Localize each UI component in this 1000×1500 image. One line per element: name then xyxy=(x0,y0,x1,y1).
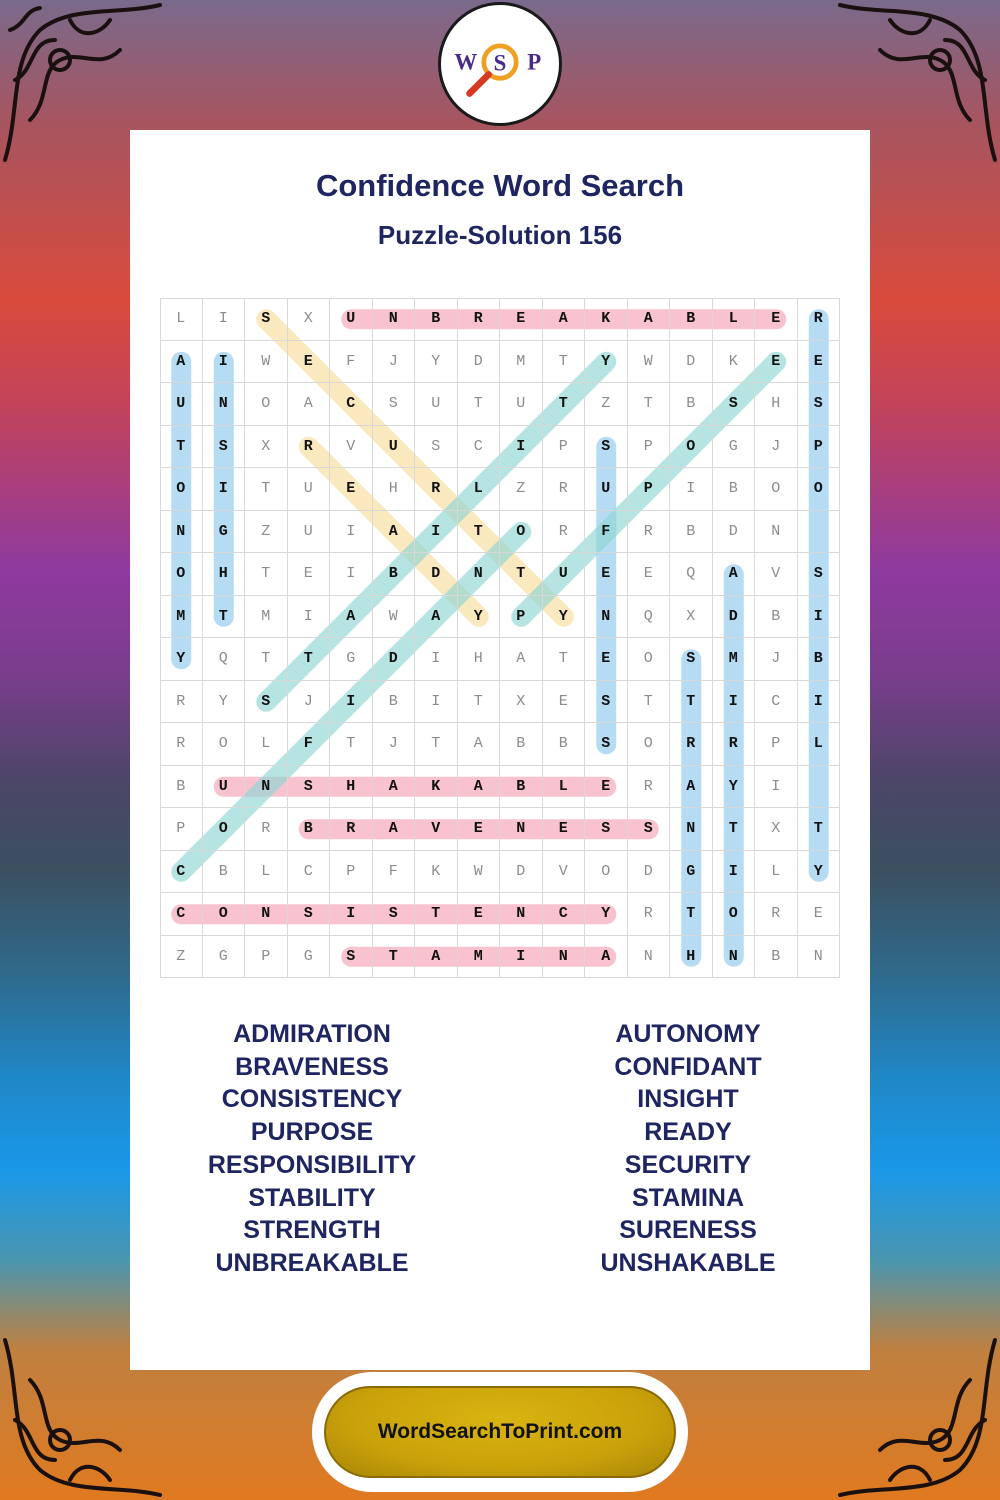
grid-cell: P xyxy=(500,596,543,639)
grid-cell: B xyxy=(543,723,586,766)
grid-cell: Y xyxy=(160,638,203,681)
grid-cell: T xyxy=(628,681,671,724)
grid-cell: P xyxy=(628,426,671,469)
grid-cell: N xyxy=(798,936,841,979)
grid-cell: V xyxy=(415,808,458,851)
grid-cell: N xyxy=(245,893,288,936)
grid-cell: U xyxy=(330,298,373,341)
word-list-left xyxy=(162,1018,462,1280)
grid-cell: E xyxy=(330,468,373,511)
grid-cell: I xyxy=(670,468,713,511)
grid-cell: N xyxy=(713,936,756,979)
grid-cell: E xyxy=(755,298,798,341)
word-list-item: AUTONOMY xyxy=(615,1020,761,1048)
grid-cell: U xyxy=(160,383,203,426)
grid-cell: C xyxy=(160,851,203,894)
grid-cell: A xyxy=(415,596,458,639)
grid-cell: D xyxy=(713,511,756,554)
grid-cell: P xyxy=(755,723,798,766)
grid-cell: R xyxy=(543,468,586,511)
grid-cell: I xyxy=(330,681,373,724)
grid-cell: B xyxy=(713,468,756,511)
grid-cell: B xyxy=(798,638,841,681)
grid-cell: O xyxy=(798,468,841,511)
grid-cell: G xyxy=(713,426,756,469)
grid-cell: D xyxy=(500,851,543,894)
grid-cell: U xyxy=(585,468,628,511)
grid-cell: I xyxy=(203,468,246,511)
grid-cell: N xyxy=(458,553,501,596)
grid-cell: E xyxy=(543,681,586,724)
grid-cell: L xyxy=(245,851,288,894)
grid-cell: S xyxy=(330,936,373,979)
grid-cell: O xyxy=(160,468,203,511)
grid-cell: A xyxy=(543,298,586,341)
grid-cell: A xyxy=(670,766,713,809)
grid-cell: T xyxy=(373,936,416,979)
grid-cell: T xyxy=(203,596,246,639)
grid-cell: T xyxy=(670,681,713,724)
grid-cell: Q xyxy=(203,638,246,681)
grid-cell: C xyxy=(160,893,203,936)
grid-cell: B xyxy=(415,298,458,341)
grid-cell: S xyxy=(585,723,628,766)
grid-cell: Y xyxy=(458,596,501,639)
grid-cell: Q xyxy=(628,596,671,639)
grid-cell: F xyxy=(373,851,416,894)
grid-cell: I xyxy=(798,681,841,724)
grid-cell: T xyxy=(245,553,288,596)
grid-cell: M xyxy=(458,936,501,979)
word-list-item: PURPOSE xyxy=(250,1118,374,1147)
grid-cell: F xyxy=(585,511,628,554)
grid-cell: L xyxy=(755,851,798,894)
grid-cell: B xyxy=(203,851,246,894)
grid-cell: N xyxy=(500,808,543,851)
grid-cell: W xyxy=(628,341,671,384)
grid-cell: T xyxy=(458,681,501,724)
grid-cell: I xyxy=(713,851,756,894)
grid-cell: I xyxy=(500,936,543,979)
grid-cell: V xyxy=(755,553,798,596)
grid-cell: R xyxy=(458,298,501,341)
grid-cell: S xyxy=(415,426,458,469)
grid-cell: R xyxy=(288,426,331,469)
grid-cell: U xyxy=(288,511,331,554)
grid-cell: N xyxy=(628,936,671,979)
grid-cell: Y xyxy=(585,893,628,936)
grid-cell: R xyxy=(670,723,713,766)
grid-cell: N xyxy=(203,383,246,426)
grid-cell: S xyxy=(373,893,416,936)
grid-cell: S xyxy=(628,808,671,851)
grid-cell: P xyxy=(628,468,671,511)
grid-cell: N xyxy=(755,511,798,554)
grid-cell: X xyxy=(288,298,331,341)
grid-cell: D xyxy=(670,341,713,384)
grid-cell: H xyxy=(330,766,373,809)
grid-cell: A xyxy=(160,341,203,384)
grid-cell: Z xyxy=(585,383,628,426)
grid-cell: X xyxy=(500,681,543,724)
grid-cell: L xyxy=(543,766,586,809)
wsp-logo xyxy=(438,2,562,126)
grid-cell: J xyxy=(755,638,798,681)
grid-cell: L xyxy=(160,298,203,341)
grid-cell: I xyxy=(288,596,331,639)
grid-cell: E xyxy=(500,298,543,341)
grid-cell: Z xyxy=(245,511,288,554)
grid-cell: K xyxy=(713,341,756,384)
grid-cell: M xyxy=(245,596,288,639)
grid-cell: N xyxy=(245,766,288,809)
grid-cell: I xyxy=(415,638,458,681)
grid-cell: N xyxy=(373,298,416,341)
grid-cell: T xyxy=(543,341,586,384)
grid-cell: Q xyxy=(670,553,713,596)
grid-cell: J xyxy=(373,723,416,766)
grid-cell: S xyxy=(203,426,246,469)
grid-cell: K xyxy=(415,851,458,894)
grid-cell: T xyxy=(330,723,373,766)
grid-cell: R xyxy=(330,808,373,851)
grid-cell: M xyxy=(713,638,756,681)
grid-cell: D xyxy=(373,638,416,681)
grid-cell: R xyxy=(245,808,288,851)
grid-cell: I xyxy=(798,596,841,639)
grid-cell: B xyxy=(755,596,798,639)
grid-cell: N xyxy=(670,808,713,851)
grid-cell: B xyxy=(500,723,543,766)
word-list-right xyxy=(538,1018,838,1280)
grid-cell: T xyxy=(628,383,671,426)
grid-cell: A xyxy=(713,553,756,596)
grid-cell: E xyxy=(585,766,628,809)
grid-cell: O xyxy=(670,426,713,469)
grid-cell: R xyxy=(798,298,841,341)
word-list-item: CONSISTENCY xyxy=(221,1085,403,1114)
grid-cell: I xyxy=(203,341,246,384)
site-link-button[interactable] xyxy=(324,1386,676,1478)
grid-cell: T xyxy=(670,893,713,936)
grid-cell: P xyxy=(160,808,203,851)
grid-cell: O xyxy=(500,511,543,554)
grid-cell: B xyxy=(160,766,203,809)
grid-cell: B xyxy=(670,511,713,554)
grid-cell: F xyxy=(288,723,331,766)
grid-cell: R xyxy=(543,511,586,554)
grid-cell: S xyxy=(798,553,841,596)
grid-cell: T xyxy=(245,638,288,681)
word-list-item: STABILITY xyxy=(248,1183,376,1212)
grid-cell: D xyxy=(628,851,671,894)
grid-cell: C xyxy=(543,893,586,936)
grid-cell: J xyxy=(755,426,798,469)
grid-cell: A xyxy=(330,596,373,639)
grid-cell: U xyxy=(373,426,416,469)
grid-cell: S xyxy=(585,808,628,851)
word-list-item: BRAVENESS xyxy=(235,1052,389,1081)
grid-cell: T xyxy=(415,893,458,936)
grid-cell: O xyxy=(203,723,246,766)
grid-cell: I xyxy=(203,298,246,341)
grid-cell: I xyxy=(415,511,458,554)
grid-cell xyxy=(798,511,841,554)
grid-cell: R xyxy=(160,723,203,766)
word-list-item: INSIGHT xyxy=(637,1085,739,1114)
grid-cell: O xyxy=(245,383,288,426)
grid-cell: K xyxy=(415,766,458,809)
grid-cell: Z xyxy=(160,936,203,979)
grid-cell: M xyxy=(500,341,543,384)
grid-cell: X xyxy=(245,426,288,469)
word-list-item: CONFIDANT xyxy=(614,1052,762,1081)
grid-cell: T xyxy=(798,808,841,851)
word-list-item: SECURITY xyxy=(624,1150,752,1179)
grid-cell: I xyxy=(500,426,543,469)
grid-cell: O xyxy=(713,893,756,936)
grid-cell: A xyxy=(288,383,331,426)
grid-cell: A xyxy=(458,723,501,766)
logo-letter-s: S xyxy=(493,50,507,76)
grid-cell: O xyxy=(585,851,628,894)
grid-cell: Y xyxy=(798,851,841,894)
grid-cell: H xyxy=(203,553,246,596)
word-list-item: STAMINA xyxy=(631,1183,745,1212)
grid-cell: L xyxy=(798,723,841,766)
grid-cell: B xyxy=(288,808,331,851)
grid-cell: A xyxy=(373,511,416,554)
grid-cell: R xyxy=(628,766,671,809)
grid-cell: T xyxy=(458,511,501,554)
grid-cell: T xyxy=(415,723,458,766)
grid-cell: A xyxy=(458,766,501,809)
grid-cell: N xyxy=(585,596,628,639)
grid-cell: U xyxy=(288,468,331,511)
grid-cell: R xyxy=(755,893,798,936)
word-list-item: UNBREAKABLE xyxy=(215,1248,409,1277)
grid-cell: X xyxy=(755,808,798,851)
footer-badge xyxy=(312,1372,688,1492)
grid-cell: I xyxy=(330,893,373,936)
grid-cell: T xyxy=(500,553,543,596)
grid-cell: V xyxy=(330,426,373,469)
grid-cell: E xyxy=(288,553,331,596)
grid-cell: V xyxy=(543,851,586,894)
grid-cell: I xyxy=(330,553,373,596)
grid-cell: E xyxy=(798,893,841,936)
grid-cell: O xyxy=(203,808,246,851)
grid-cell: I xyxy=(713,681,756,724)
grid-cell: H xyxy=(755,383,798,426)
grid-cell: C xyxy=(330,383,373,426)
grid-cell: O xyxy=(628,723,671,766)
grid-cell: S xyxy=(245,681,288,724)
grid-cell: E xyxy=(288,341,331,384)
grid-cell: G xyxy=(670,851,713,894)
grid-cell: K xyxy=(585,298,628,341)
grid-cell: D xyxy=(415,553,458,596)
grid-cell: N xyxy=(160,511,203,554)
grid-cell: S xyxy=(288,893,331,936)
word-list-item: SURENESS xyxy=(619,1216,757,1245)
grid-cell: G xyxy=(203,511,246,554)
word-search-grid xyxy=(160,298,840,978)
grid-cell: O xyxy=(160,553,203,596)
grid-cell: S xyxy=(288,766,331,809)
grid-cell: B xyxy=(373,681,416,724)
grid-cell: C xyxy=(288,851,331,894)
grid-cell: M xyxy=(160,596,203,639)
grid-cell: E xyxy=(755,341,798,384)
grid-cell: P xyxy=(330,851,373,894)
grid-cell: F xyxy=(330,341,373,384)
grid-cell: O xyxy=(203,893,246,936)
grid-cell: H xyxy=(373,468,416,511)
grid-cell: P xyxy=(798,426,841,469)
grid-cell: L xyxy=(245,723,288,766)
grid-cell: E xyxy=(585,553,628,596)
grid-cell: H xyxy=(458,638,501,681)
grid-cell: Y xyxy=(585,341,628,384)
grid-cell: T xyxy=(288,638,331,681)
grid-cell: E xyxy=(458,893,501,936)
grid-cell: B xyxy=(373,553,416,596)
grid-cell: G xyxy=(288,936,331,979)
grid-cell: H xyxy=(670,936,713,979)
grid-cell: I xyxy=(330,511,373,554)
grid-cell: Z xyxy=(500,468,543,511)
page-title: Confidence Word Search xyxy=(315,168,685,203)
grid-cell: S xyxy=(245,298,288,341)
grid-cell: S xyxy=(713,383,756,426)
grid-cell: L xyxy=(458,468,501,511)
grid-cell: N xyxy=(500,893,543,936)
grid-cell: T xyxy=(543,638,586,681)
logo-letter-p: P xyxy=(527,49,542,75)
grid-cell: P xyxy=(543,426,586,469)
grid-cell: R xyxy=(415,468,458,511)
grid-cell: Y xyxy=(713,766,756,809)
grid-cell: A xyxy=(415,936,458,979)
grid-cell: G xyxy=(330,638,373,681)
grid-cell: E xyxy=(585,638,628,681)
grid-cell: R xyxy=(160,681,203,724)
grid-cell: P xyxy=(245,936,288,979)
grid-cell: A xyxy=(373,766,416,809)
grid-cell: W xyxy=(458,851,501,894)
grid-cell: B xyxy=(500,766,543,809)
grid-cell: U xyxy=(415,383,458,426)
grid-cell: C xyxy=(458,426,501,469)
grid-cell: B xyxy=(755,936,798,979)
grid-cell: J xyxy=(288,681,331,724)
grid-cell: U xyxy=(500,383,543,426)
grid-cell: T xyxy=(458,383,501,426)
grid-cell: A xyxy=(500,638,543,681)
grid-cell: T xyxy=(245,468,288,511)
page-subtitle: Puzzle-Solution 156 xyxy=(377,220,623,250)
grid-cell: O xyxy=(755,468,798,511)
grid-cell: E xyxy=(458,808,501,851)
grid-cell: B xyxy=(670,298,713,341)
grid-cell: O xyxy=(628,638,671,681)
grid-cell: S xyxy=(585,426,628,469)
grid-cell: R xyxy=(628,511,671,554)
grid-cell: R xyxy=(628,893,671,936)
grid-cell: W xyxy=(245,341,288,384)
grid-cell: I xyxy=(755,766,798,809)
grid-cell: A xyxy=(628,298,671,341)
grid-cell: Y xyxy=(543,596,586,639)
grid-cell: T xyxy=(160,426,203,469)
word-list-item: RESPONSIBILITY xyxy=(207,1150,417,1179)
grid-cell: E xyxy=(543,808,586,851)
grid-cell: D xyxy=(713,596,756,639)
grid-cell: B xyxy=(670,383,713,426)
grid-cell: X xyxy=(670,596,713,639)
grid-cell: L xyxy=(713,298,756,341)
word-list-item: STRENGTH xyxy=(243,1216,381,1245)
grid-cell: R xyxy=(713,723,756,766)
word-list-item: READY xyxy=(644,1118,732,1147)
grid-cell xyxy=(798,766,841,809)
grid-cell: A xyxy=(373,808,416,851)
word-list-item: UNSHAKABLE xyxy=(600,1248,776,1277)
grid-cell: Y xyxy=(203,681,246,724)
grid-cell: E xyxy=(628,553,671,596)
site-url: WordSearchToPrint.com xyxy=(377,1420,623,1443)
logo-letter-w: W xyxy=(454,49,478,75)
grid-cell: I xyxy=(415,681,458,724)
grid-cell: W xyxy=(373,596,416,639)
grid-cell: S xyxy=(670,638,713,681)
grid-cell: A xyxy=(585,936,628,979)
grid-cell: S xyxy=(585,681,628,724)
grid-cell: U xyxy=(543,553,586,596)
grid-cell: C xyxy=(755,681,798,724)
grid-cell: G xyxy=(203,936,246,979)
grid-cell: J xyxy=(373,341,416,384)
grid-cell: U xyxy=(203,766,246,809)
grid-cell: T xyxy=(713,808,756,851)
grid-cell: Y xyxy=(415,341,458,384)
grid-cell: T xyxy=(543,383,586,426)
grid-cell: E xyxy=(798,341,841,384)
grid-cell: N xyxy=(543,936,586,979)
grid-cell: D xyxy=(458,341,501,384)
word-list-item: ADMIRATION xyxy=(233,1020,391,1048)
grid-cell: S xyxy=(373,383,416,426)
grid-cell: S xyxy=(798,383,841,426)
